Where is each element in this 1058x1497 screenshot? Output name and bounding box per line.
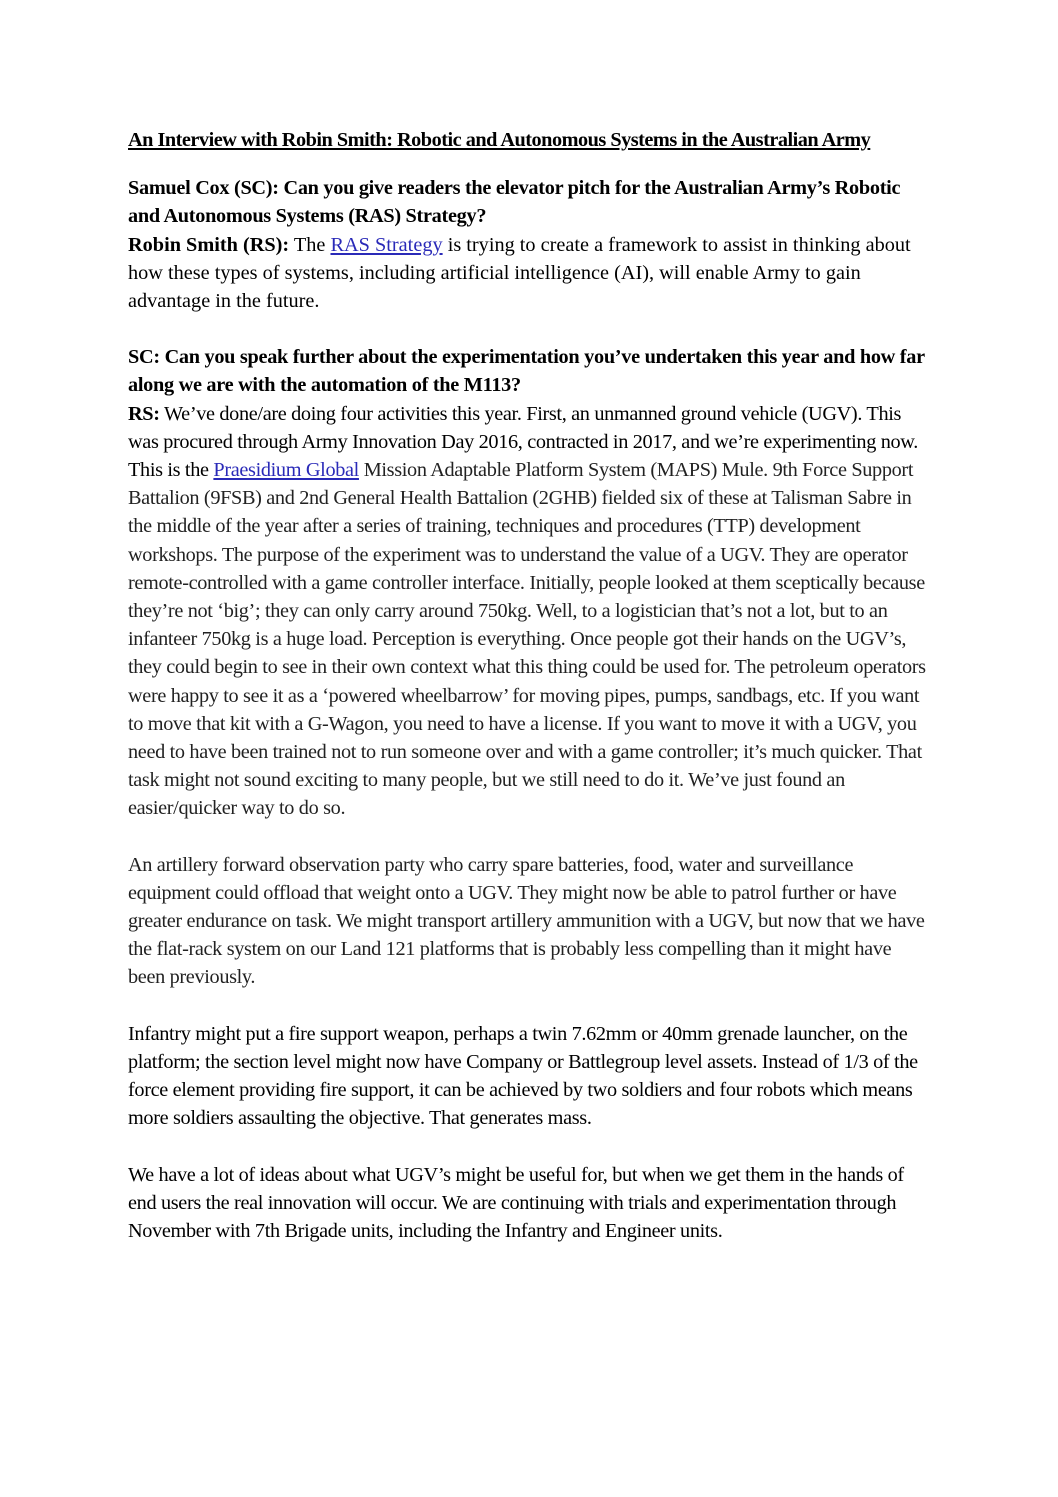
document-page bbox=[128, 126, 928, 1273]
answer-speaker: Robin Smith (RS): bbox=[128, 233, 290, 256]
answer-1 bbox=[128, 231, 928, 316]
document-title: An Interview with Robin Smith: Robotic and Autonomous Systems in the Australian Army bbox=[128, 129, 871, 151]
answer-text-post: is trying to create a framework to assist in thinking about how these types of systems, including artificial intelligence (AI), will enable Army to gain advantage in the future. bbox=[128, 233, 911, 313]
question-1 bbox=[128, 174, 928, 230]
answer-text-post: Mission Adaptable Platform System (MAPS) Mule. 9th Force Support Battalion (9FSB) and 2nd General Health Battalion (2GHB) fielded six of these at Talisman Sabre in the middle of the year after a series of training, techniques and procedures (TTP) development workshops. The purpose of the experiment was to understand the value of a UGV. They are operator remote-controlled with a game controller interface. Initially, people looked at them sceptically because they’re not ‘big’; they can only carry around 750kg. Well, to a logistician that’s not a lot, but to an infanteer 750kg is a huge load. Perception is everything. Once people got their hands on the UGV’s, they could begin to see in their own context what this thing could be used for. The petroleum operators were happy to see it as a ‘powered wheelbarrow’ for moving pipes, pumps, sandbags, etc. If you want to move that kit with a G-Wagon, you need to have a license. If you want to move it with a UGV, you need to have been trained not to run someone over and with a game controller; it’s much quicker. That task might not sound exciting to many people, but we still need to do it. We’ve just found an easier/quicker way to do so. bbox=[128, 459, 926, 820]
qa-block-1 bbox=[128, 174, 928, 315]
praesidium-global-link[interactable]: Praesidium Global bbox=[213, 459, 359, 482]
question-2 bbox=[128, 343, 928, 399]
body-paragraph-1: An artillery forward observation party who carry spare batteries, food, water and surveillance equipment could offload that weight onto a UGV. They might now be able to patrol further or have greater endurance on task. We might transport artillery ammunition with a UGV, but now that we have the flat-rack system on our Land 121 platforms that is probably less compelling than it might have been previously. bbox=[128, 853, 925, 989]
question-text: Can you give readers the elevator pitch for the Australian Army’s Robotic and Autonomous Systems (RAS) Strategy? bbox=[128, 177, 901, 228]
qa-block-2 bbox=[128, 343, 928, 822]
question-speaker: SC: bbox=[128, 346, 160, 369]
answer-speaker: RS: bbox=[128, 402, 160, 425]
body-paragraph-2: Infantry might put a fire support weapon, perhaps a twin 7.62mm or 40mm grenade launcher, on the platform; the section level might now have Company or Battlegroup level assets. Instead of 1/3 of the force element providing fire support, it can be achieved by two soldiers and four robots which means more soldiers assaulting the objective. That generates mass. bbox=[128, 1022, 918, 1130]
answer-text-pre: The bbox=[293, 233, 326, 256]
question-text: Can you speak further about the experimentation you’ve undertaken this year and how far along we are with the automation of the M113? bbox=[128, 346, 925, 397]
answer-text-pre: We’ve done/are doing four activities this year. First, an unmanned ground vehicle (UGV). This was procured through Army Innovation Day 2016, contracted in 2017, and we’re experimenting now. This is the bbox=[128, 402, 918, 482]
question-speaker: Samuel Cox (SC): bbox=[128, 177, 279, 200]
ras-strategy-link[interactable]: RAS Strategy bbox=[330, 233, 443, 256]
answer-2 bbox=[128, 400, 928, 823]
body-paragraph-3: We have a lot of ideas about what UGV’s might be useful for, but when we get them in the hands of end users the real innovation will occur. We are continuing with trials and experimentation through November with 7th Brigade units, including the Infantry and Engineer units. bbox=[128, 1163, 904, 1242]
